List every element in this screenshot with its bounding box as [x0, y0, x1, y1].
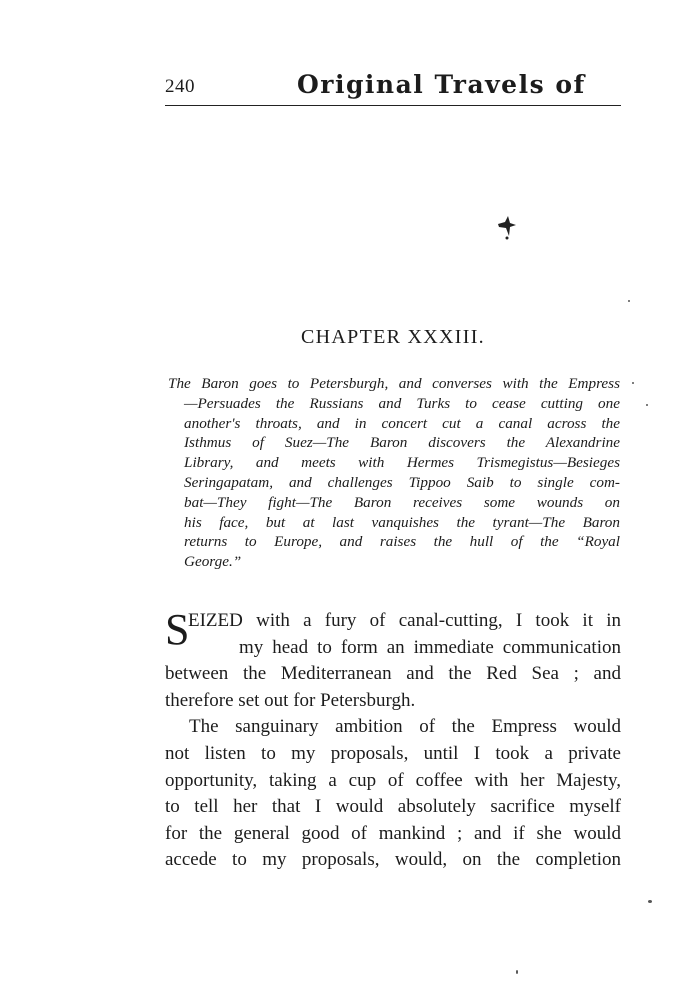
body-line: not listen to my proposals, until I took a private: [165, 742, 621, 764]
paper-speck: [648, 900, 652, 903]
body-line: therefore set out for Petersburgh.: [165, 689, 416, 711]
paragraph-1: [165, 605, 621, 714]
summary-line: bat—They fight—The Baron receives some wounds on: [184, 493, 620, 511]
body-line: my head to form an immediate communication: [239, 636, 621, 658]
body-line: opportunity, taking a cup of coffee with her Majesty,: [165, 769, 621, 791]
summary-line: The Baron goes to Petersburgh, and converses with the Empress: [168, 375, 620, 392]
summary-line: —Persuades the Russians and Turks to cease cutting one: [184, 394, 620, 412]
chapter-title: CHAPTER XXXIII.: [301, 326, 485, 348]
chapter-summary: [168, 374, 620, 572]
summary-line: returns to Europe, and raises the hull of the “Royal: [184, 533, 620, 551]
paragraph-2: [165, 714, 621, 874]
summary-line: George.”: [184, 553, 242, 571]
running-title: Original Travels of: [297, 70, 586, 99]
summary-line: Seringapatam, and challenges Tippoo Saib to single com-: [184, 473, 620, 491]
paper-speck: [646, 404, 648, 406]
body-line: accede to my proposals, would, on the completion: [165, 849, 621, 871]
page-number: 240: [165, 76, 195, 97]
summary-line: another's throats, and in concert cut a canal across the: [184, 414, 620, 432]
body-line: to tell her that I would absolutely sacrifice myself: [165, 796, 621, 818]
body-line: The sanguinary ambition of the Empress would: [189, 716, 621, 738]
paper-speck: [516, 970, 518, 974]
summary-line: Isthmus of Suez—The Baron discovers the Alexandrine: [184, 434, 620, 452]
body-line: for the general good of mankind ; and if she would: [165, 822, 621, 844]
printer-ornament-icon: [496, 214, 518, 240]
paper-speck: [628, 300, 630, 302]
paper-speck: [632, 382, 634, 384]
header-rule: [165, 105, 621, 106]
body-line: EIZED with a fury of canal-cutting, I took it in: [188, 610, 621, 631]
drop-cap: S: [165, 605, 190, 654]
summary-line: Library, and meets with Hermes Trismegistus—Besieges: [184, 454, 620, 472]
body-text: [165, 605, 621, 874]
body-line: between the Mediterranean and the Red Sea ; and: [165, 663, 621, 685]
summary-line: his face, but at last vanquishes the tyrant—The Baron: [184, 513, 620, 531]
running-header: [165, 70, 621, 106]
